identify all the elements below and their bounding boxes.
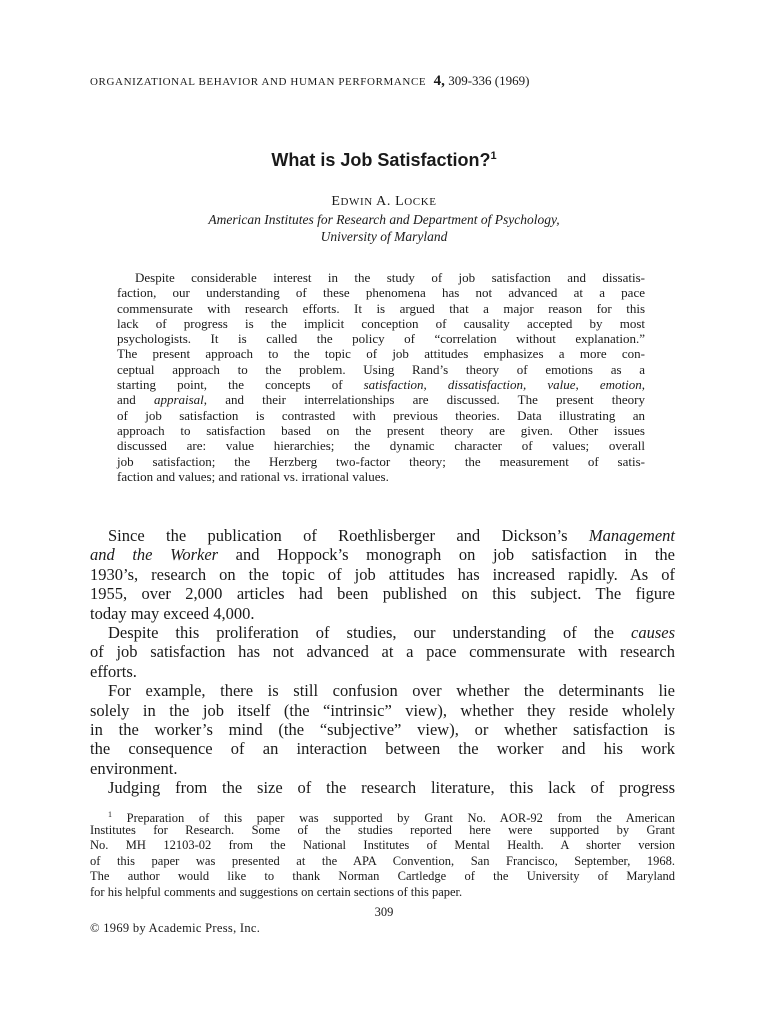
abstract-line (117, 392, 645, 407)
body-line: environment. (90, 758, 178, 778)
abstract-text: , and their interrelationships are discussed. The present theory (203, 392, 645, 408)
body-text-run: Despite this proliferation of studies, our understanding of the (108, 622, 631, 642)
journal-header (90, 73, 690, 90)
abstract-line: commensurate with research efforts. It is argued that a major reason for this (117, 300, 645, 316)
affiliation-line-2: University of Maryland (320, 228, 448, 244)
author-last-rest: OCKE (404, 196, 437, 208)
abstract-line: Despite considerable interest in the study of job satisfaction and dissatis- (135, 270, 645, 285)
footnote-line (90, 807, 675, 826)
body-line: 1955, over 2,000 articles had been published on this subject. The figure (90, 584, 675, 604)
footnote-mark: 1 (108, 810, 112, 819)
author-middle: A. (372, 194, 396, 209)
footnote-text: Preparation of this paper was supported by Grant No. AOR-92 from the American (112, 811, 675, 826)
abstract-line: ceptual approach to the problem. Using Rand’s theory of emotions as a (117, 361, 645, 377)
footnote-line: No. MH 12103-02 from the National Institutes of Mental Health. A shorter version (90, 838, 675, 853)
body-italic-run: and the Worker (90, 545, 219, 565)
body-line: of job satisfaction has not advanced at a pace commensurate with research (90, 642, 675, 662)
body-line (90, 526, 675, 545)
author-name (0, 194, 768, 210)
affiliation (0, 212, 768, 245)
body-line: today may exceed 4,000. (90, 603, 255, 623)
abstract-text: starting point, the concepts of (117, 377, 364, 393)
journal-pages: 309-336 (1969) (448, 73, 530, 88)
footnote (90, 807, 675, 901)
abstract-line: faction, our understanding of these phenomena has not advanced at a pace (117, 285, 645, 301)
abstract-text: and (117, 392, 154, 408)
journal-name: ORGANIZATIONAL BEHAVIOR AND HUMAN PERFORMANCE (90, 76, 427, 88)
body-line: 1930’s, research on the topic of job attitudes has increased rapidly. As of (90, 564, 675, 584)
body-italic-run: causes (631, 622, 675, 642)
paper-title (0, 150, 768, 171)
abstract-line: approach to satisfaction based on the present theory are given. Other issues (117, 422, 645, 438)
body-line (90, 545, 675, 564)
body-italic-run: Management (588, 526, 675, 545)
abstract-line: job satisfaction; the Herzberg two-factor theory; the measurement of satis- (117, 453, 645, 469)
footnote-line: The author would like to thank Norman Cartledge of the University of Maryland (90, 869, 675, 884)
author-first-rest: DWIN (340, 196, 373, 208)
abstract-italic-text: satisfaction, dissatisfaction, value, emotion, (363, 377, 645, 393)
body-line: the consequence of an interaction between the worker and his work (90, 739, 675, 759)
body-line (90, 623, 675, 642)
body-line: efforts. (90, 661, 137, 681)
footnote-line: Institutes for Research. Some of the studies reported here were supported by Grant (90, 822, 675, 837)
affiliation-line-1: American Institutes for Research and Department of Psychology, (208, 212, 560, 227)
abstract-line: discussed are: value hierarchies; the dynamic character of values; overall (117, 438, 645, 454)
abstract-line: lack of progress is the implicit conception of causality accepted by most (117, 315, 645, 331)
body-text-run: Since the publication of Roethlisberger and Dickson’s (108, 526, 589, 545)
abstract-italic-text: appraisal (153, 392, 204, 408)
abstract (117, 270, 645, 484)
footnote-line: for his helpful comments and suggestions on certain sections of this paper. (90, 884, 463, 899)
abstract-line: psychologists. It is called the policy of “correlation without explanation.” (117, 331, 645, 347)
body-text (90, 526, 675, 797)
abstract-line: of job satisfaction is contrasted with previous theories. Data illustrating an (117, 407, 645, 423)
body-line: Judging from the size of the research literature, this lack of progress (108, 778, 675, 798)
footnote-line: of this paper was presented at the APA Convention, San Francisco, September, 1968. (90, 853, 675, 868)
title-footnote-mark: 1 (490, 150, 497, 162)
copyright-notice: © 1969 by Academic Press, Inc. (90, 921, 261, 935)
paper-title-text: What is Job Satisfaction? (271, 150, 491, 170)
journal-volume: 4, (433, 73, 445, 89)
abstract-line (117, 377, 645, 392)
page-number: 309 (374, 905, 394, 919)
body-line: For example, there is still confusion over whether the determinants lie (108, 681, 675, 701)
abstract-line: faction and values; and rational vs. irrational values. (117, 468, 389, 484)
author-first-initial: E (331, 194, 341, 209)
author-last-initial: L (395, 194, 405, 209)
body-line: solely in the job itself (the “intrinsic” view), whether they reside wholely (90, 700, 675, 720)
body-text-run: and Hoppock’s monograph on job satisfaction in the (218, 545, 675, 565)
body-line: in the worker’s mind (the “subjective” view), or whether satisfaction is (90, 719, 675, 739)
abstract-line: The present approach to the topic of job attitudes emphasizes a more con- (117, 346, 645, 362)
